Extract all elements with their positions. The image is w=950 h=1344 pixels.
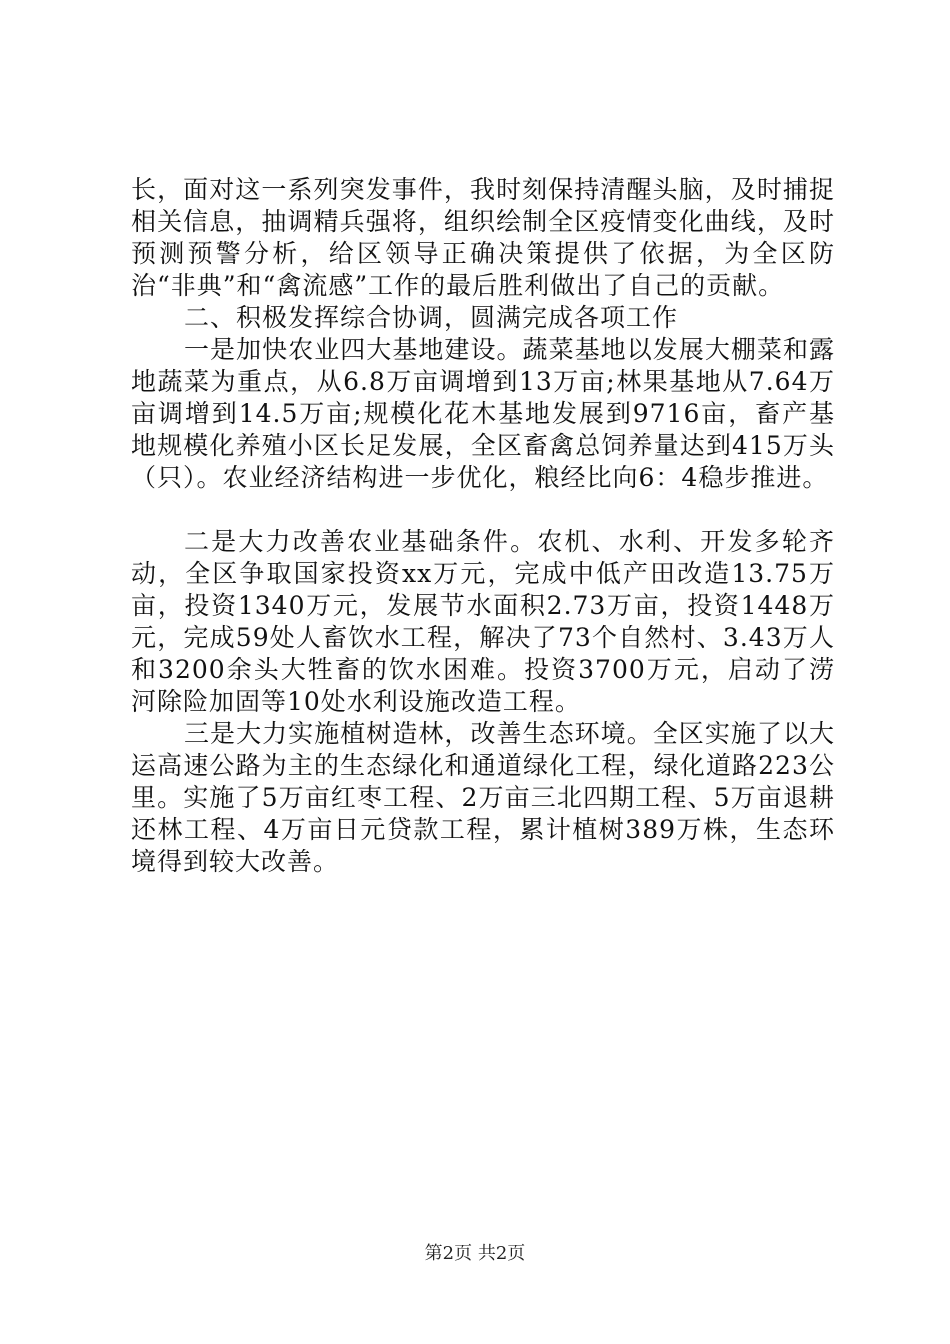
- document-body: [131, 174, 835, 878]
- page-footer: 第2页 共2页: [424, 1243, 526, 1264]
- paragraph-item-2: 二是大力改善农业基础条件。农机、水利、开发多轮齐动，全区争取国家投资xx万元，完成中低产田改造13.75万亩，投资1340万元，发展节水面积2.73万亩，投资1448万元，完成59处人畜饮水工程，解决了73个自然村、3.43万人和3200余头大牲畜的饮水困难。投资3700万元，启动了涝河除险加固等10处水利设施改造工程。: [131, 527, 835, 716]
- paragraph-item-3: 三是大力实施植树造林，改善生态环境。全区实施了以大运高速公路为主的生态绿化和通道绿化工程，绿化道路223公里。实施了5万亩红枣工程、2万亩三北四期工程、5万亩退耕还林工程、4万亩日元贷款工程，累计植树389万株，生态环境得到较大改善。: [131, 719, 835, 876]
- section-heading: 二、积极发挥综合协调，圆满完成各项工作: [184, 303, 679, 332]
- paragraph-item-1: 一是加快农业四大基地建设。蔬菜基地以发展大棚菜和露地蔬菜为重点，从6.8万亩调增到13万亩;林果基地从7.64万亩调增到14.5万亩;规模化花木基地发展到9716亩，畜产基地规模化养殖小区长足发展，全区畜禽总饲养量达到415万头（只）。农业经济结构进一步优化，粮经比向6：4稳步推进。: [131, 335, 835, 492]
- paragraph-continuation: 长，面对这一系列突发事件，我时刻保持清醒头脑，及时捕捉相关信息，抽调精兵强将，组织绘制全区疫情变化曲线，及时预测预警分析，给区领导正确决策提供了依据，为全区防治“非典”和“禽流感”工作的最后胜利做出了自己的贡献。: [131, 175, 835, 300]
